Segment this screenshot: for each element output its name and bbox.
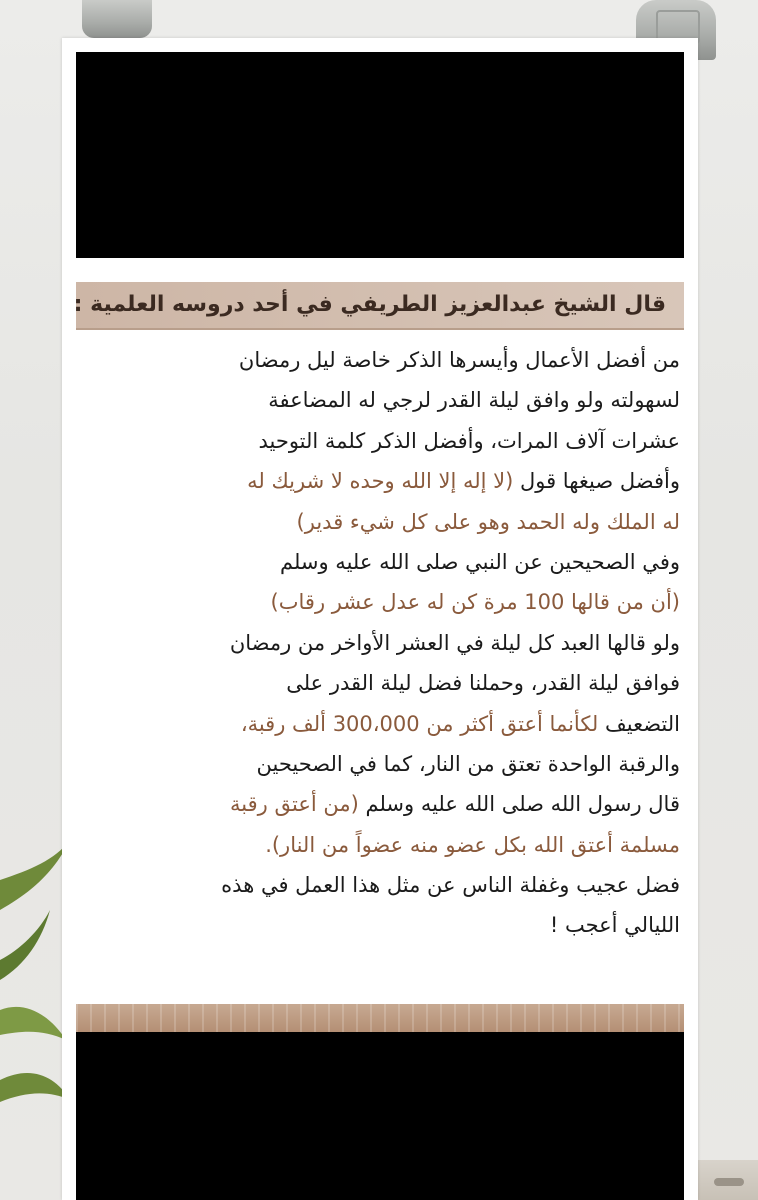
text-line (82, 744, 680, 784)
text-line (82, 865, 680, 905)
text-segment: ولو قالها العبد كل ليلة في العشر الأواخر من رمضان (229, 630, 680, 655)
text-segment: عشرات آلاف المرات، وأفضل الذكر كلمة التوحيد (258, 428, 680, 453)
redacted-area-top (76, 52, 684, 258)
quote-text: (من أعتق رقبة (230, 792, 359, 817)
text-segment: الليالي أعجب ! (549, 913, 680, 938)
text-line (82, 784, 680, 824)
quote-text: مسلمة أعتق الله بكل عضو منه عضواً من النار). (265, 832, 680, 857)
quote-text: لكأنما أعتق أكثر من 300،000 ألف رقبة، (240, 711, 599, 736)
text-line (82, 380, 680, 420)
quote-text: (لا إله إلا الله وحده لا شريك له (247, 469, 514, 494)
text-line (82, 825, 680, 865)
text-segment: فضل عجيب وغفلة الناس عن مثل هذا العمل في هذه (221, 873, 680, 898)
text-line (82, 461, 680, 501)
text-segment: وأفضل صيغها قول (513, 469, 680, 494)
title-bar (73, 282, 684, 330)
text-segment: والرقبة الواحدة تعتق من النار، كما في الصحيحين (256, 751, 680, 776)
text-line (82, 582, 680, 622)
text-segment: قال رسول الله صلى الله عليه وسلم (358, 792, 680, 817)
text-line (82, 421, 680, 461)
text-line (82, 663, 680, 703)
text-segment: فوافق ليلة القدر، وحملنا فضل ليلة القدر على (286, 671, 680, 696)
text-line (82, 905, 680, 945)
text-segment: لسهولته ولو وافق ليلة القدر لرجي له المضاعفة (268, 388, 680, 413)
page-title: قال الشيخ عبدالعزيز الطريفي في أحد دروسه العلمية : (73, 292, 666, 317)
text-segment: وفي الصحيحين عن النبي صلى الله عليه وسلم (279, 549, 680, 574)
text-line (82, 704, 680, 744)
quote-text: (أن من قالها 100 مرة كن له عدل عشر رقاب) (270, 590, 680, 615)
hanging-lamp-decoration (82, 0, 152, 38)
text-segment: التضعيف (598, 711, 680, 736)
content-card (62, 38, 698, 1200)
redacted-area-bottom (76, 1032, 684, 1200)
quote-text: له الملك وله الحمد وهو على كل شيء قدير) (296, 509, 680, 534)
text-line (82, 623, 680, 663)
text-segment: من أفضل الأعمال وأيسرها الذكر خاصة ليل رمضان (238, 348, 680, 372)
text-line (82, 502, 680, 542)
text-line (82, 542, 680, 582)
body-text (82, 340, 680, 946)
text-line (82, 340, 680, 380)
ornament-strip (76, 1004, 684, 1032)
